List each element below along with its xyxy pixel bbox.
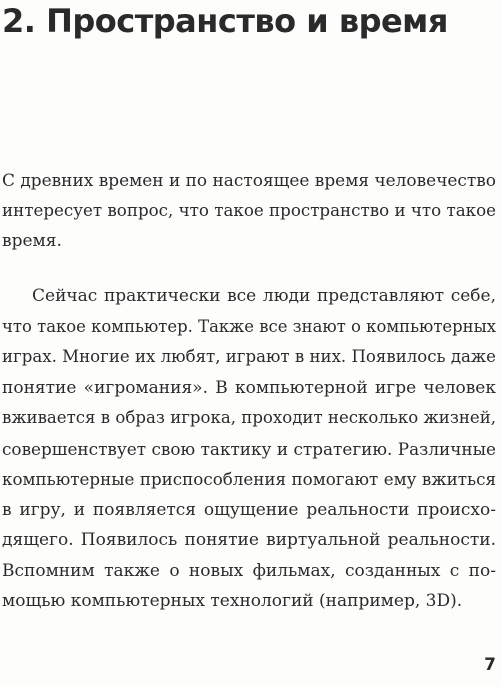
text-line: интересует вопрос, что такое пространство и что такое	[2, 200, 496, 220]
chapter-heading: 2. Пространство и время	[2, 2, 448, 40]
text-line: время.	[2, 231, 62, 251]
paragraph-2	[2, 281, 496, 617]
text-line: играх. Многие их любят, играют в них. Появилось даже	[2, 347, 496, 366]
text-line: мощью компьютерных технологий (например, 3D).	[2, 591, 463, 611]
text-line: что такое компьютер. Также все знают о компьютерных	[2, 316, 496, 336]
paragraph-1	[2, 165, 496, 257]
text-line: компьютерные приспособления помогают ему вжиться	[2, 469, 496, 489]
text-line: совершенствует свою тактику и стратегию. Различные	[2, 438, 496, 459]
text-line: Сейчас практически все люди представляют себе,	[32, 286, 496, 306]
text-line: в игру, и появляется ощущение реальности происхо-	[2, 499, 496, 520]
text-line: С древних времен и по настоящее время человечество	[2, 170, 496, 190]
text-line: Вспомним также о новых фильмах, созданных с по-	[2, 560, 496, 581]
text-line: вживается в образ игрока, проходит несколько жизней,	[2, 408, 496, 427]
text-line: понятие «игромания». В компьютерной игре человек	[2, 377, 496, 398]
text-line: дящего. Появилось понятие виртуальной реальности.	[2, 530, 496, 550]
page-number: 7	[484, 655, 496, 675]
